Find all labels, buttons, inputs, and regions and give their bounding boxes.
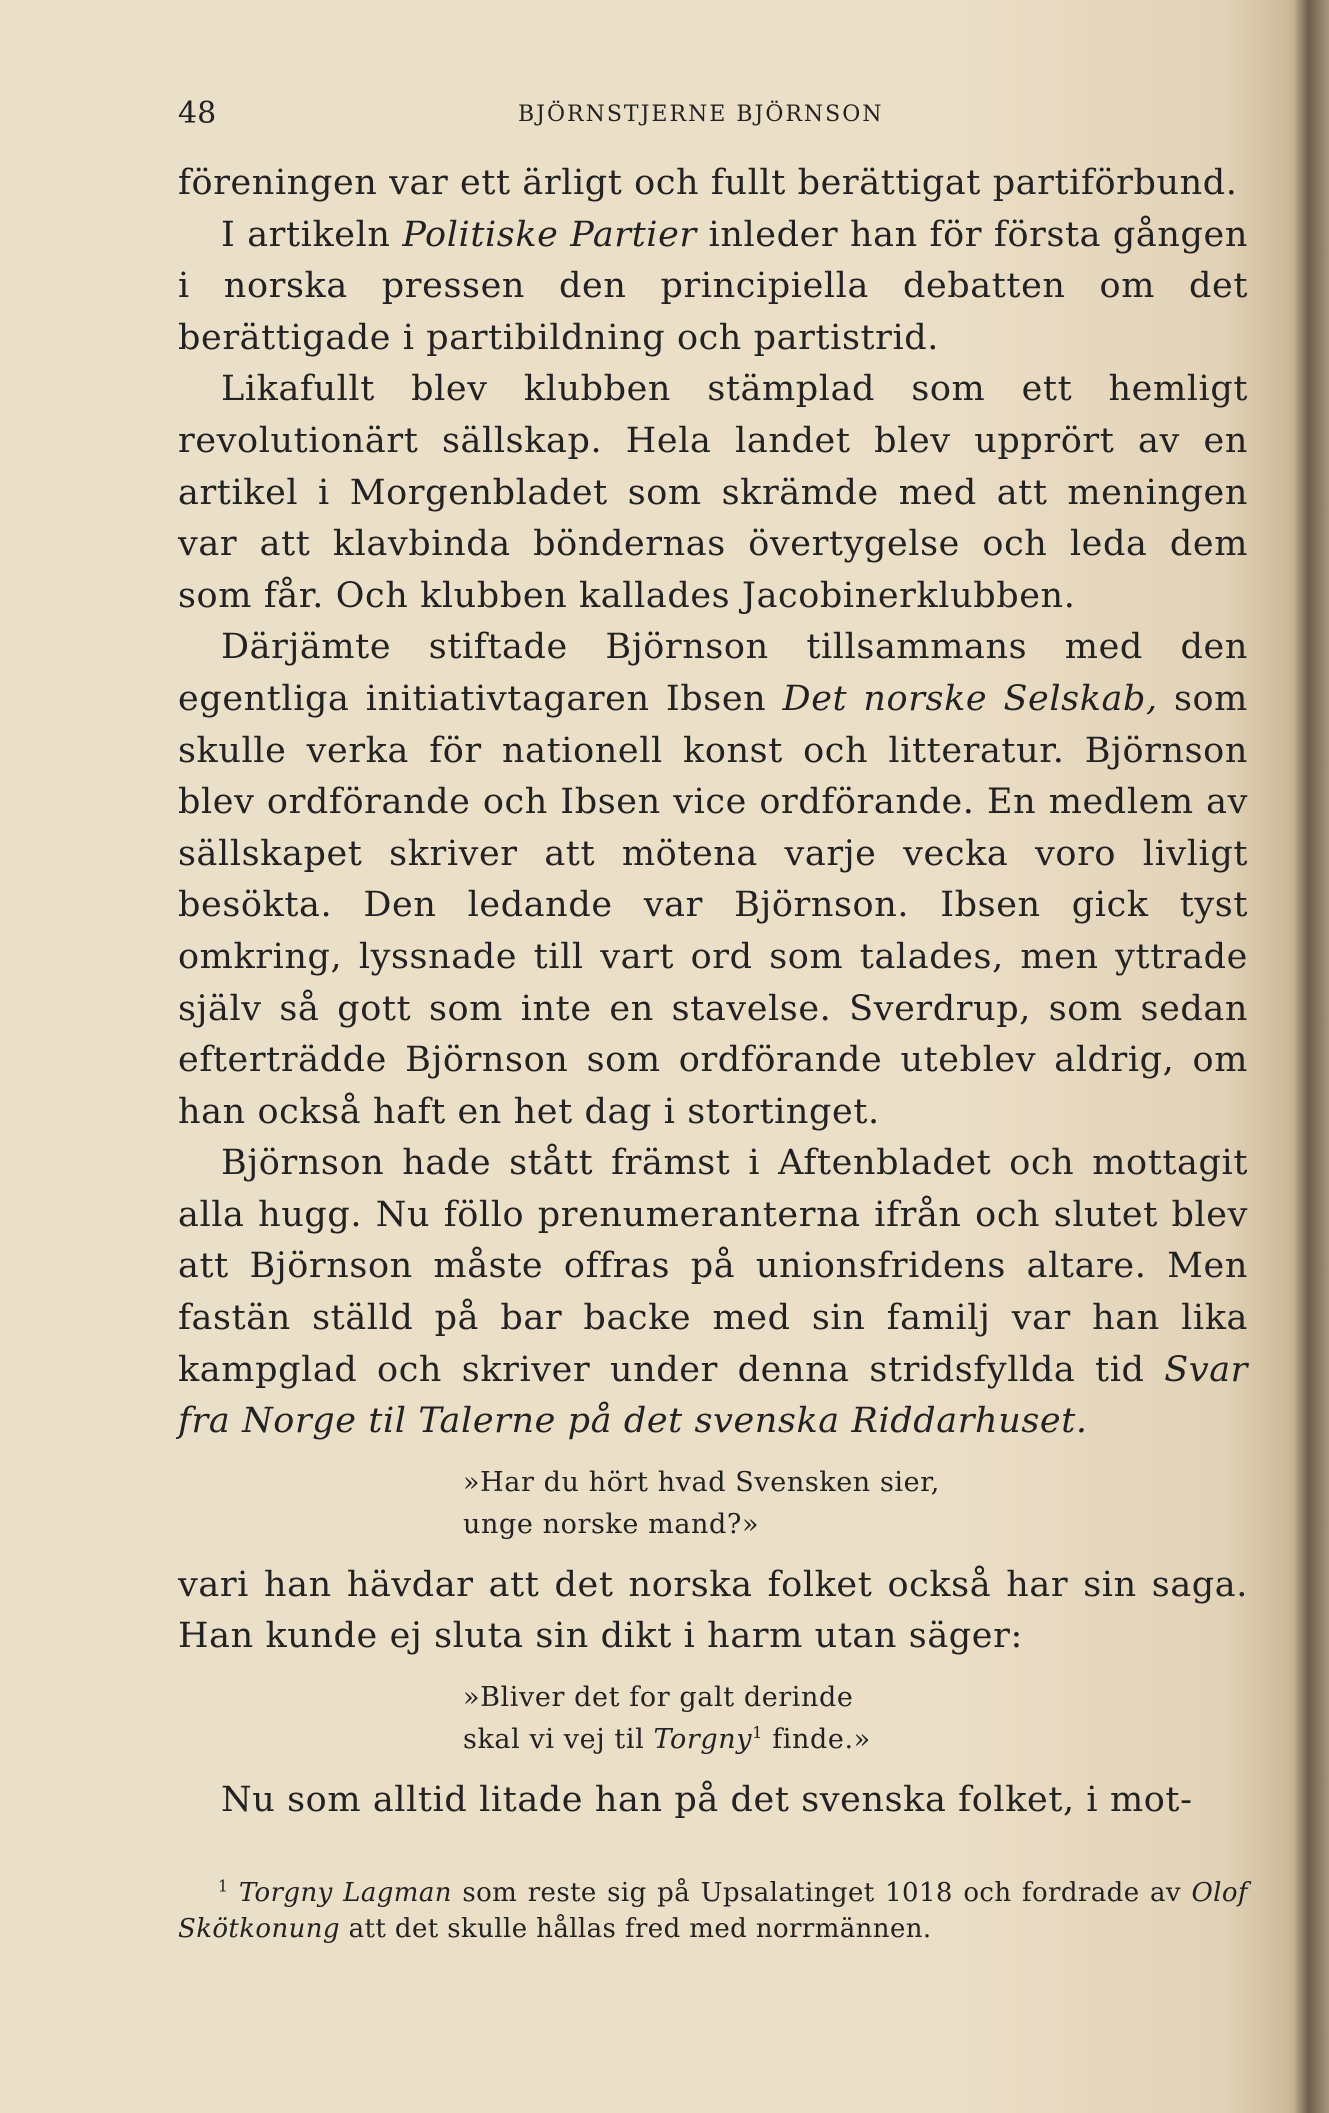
italic-title: Svar fra Norge til Talerne på det svenska Riddarhuset. — [178, 1349, 1248, 1442]
text-span: Därjämte stiftade Björnson tillsammans med den egentliga initiativtagaren Ibsen — [178, 627, 1248, 719]
text-span: finde.» — [772, 1724, 871, 1756]
page-gutter-shadow — [1295, 0, 1329, 2113]
poem-quote-1 — [463, 1462, 1248, 1546]
paragraph-6: vari han hävdar att det norska folket också har sin saga. Han kunde ej sluta sin dikt i harm utan säger: — [178, 1564, 1248, 1657]
poem-line: »Bliver det for galt derinde — [463, 1682, 854, 1714]
text-span: I artikeln — [221, 214, 391, 255]
text-span: inleder han för första gången i norska pressen den principiella debatten om det berättigade i partibildning och partistrid. — [178, 214, 1248, 358]
paragraph-5 — [178, 1138, 1248, 1448]
footnote-marker: 1 — [218, 1877, 229, 1896]
page-header — [178, 96, 1248, 136]
paragraph-3: Likafullt blev klubben stämplad som ett hemligt revolutionärt sällskap. Hela landet blev upprört av en artikel i Morgenbladet som skrämde med att meningen var att klavbinda böndernas övertygelse och leda dem som får. Och klubben kallades Jacobinerklubben. — [178, 369, 1248, 616]
italic-name: Torgny Lagman — [238, 1878, 452, 1908]
footnote-ref: 1 — [752, 1723, 764, 1743]
poem-line: »Har du hört hvad Svensken sier, — [463, 1466, 940, 1498]
page-number: 48 — [178, 96, 217, 131]
text-span: som reste sig på Upsalatinget 1018 och fordrade av — [462, 1878, 1181, 1908]
text-span: som skulle verka för nationell konst och litteratur. Björnson blev ordförande och Ibsen vice ordförande. En medlem av sällskapet skriver att mötena varje vecka voro livligt besökta. Den ledande var Björnson. Ibsen gick tyst omkring, lyssnade till vart ord som talades, men yttrade själv så gott som inte en stavelse. Sverdrup, som sedan efterträdde Björnson som ordförande uteblev aldrig, om han också haft en het dag i stortinget. — [178, 678, 1248, 1132]
text-span: Björnson hade stått främst i Aftenbladet och mottagit alla hugg. Nu föllo prenumeranterna ifrån och slutet blev att Björnson måste offras på unionsfridens altare. Men fastän ställd på bar backe med sin familj var han lika kampglad och skriver under denna stridsfyllda tid — [178, 1143, 1248, 1390]
text-span: skal vi vej til — [463, 1724, 645, 1756]
poem-quote-2 — [463, 1677, 1248, 1761]
italic-title: Det norske Selskab, — [782, 678, 1158, 719]
poem-line: unge norske mand?» — [463, 1508, 760, 1540]
text-span: att det skulle hållas fred med norrmännen. — [348, 1914, 932, 1944]
paragraph-1: föreningen var ett ärligt och fullt berättigat partiförbund. — [178, 163, 1238, 203]
footnote-text — [178, 1875, 1248, 1947]
paragraph-4 — [178, 622, 1248, 1138]
paragraph-2 — [178, 210, 1248, 365]
italic-name: Torgny — [653, 1724, 753, 1756]
footnote — [178, 1875, 1248, 1947]
paragraph-7: Nu som alltid litade han på det svenska folket, i mot- — [221, 1780, 1193, 1821]
italic-name: Olof Skötkonung — [178, 1878, 1248, 1944]
poem-line — [463, 1719, 1248, 1761]
body-text — [178, 158, 1248, 1827]
italic-title: Politiske Partier — [402, 214, 697, 255]
running-title: BJÖRNSTJERNE BJÖRNSON — [518, 102, 884, 127]
